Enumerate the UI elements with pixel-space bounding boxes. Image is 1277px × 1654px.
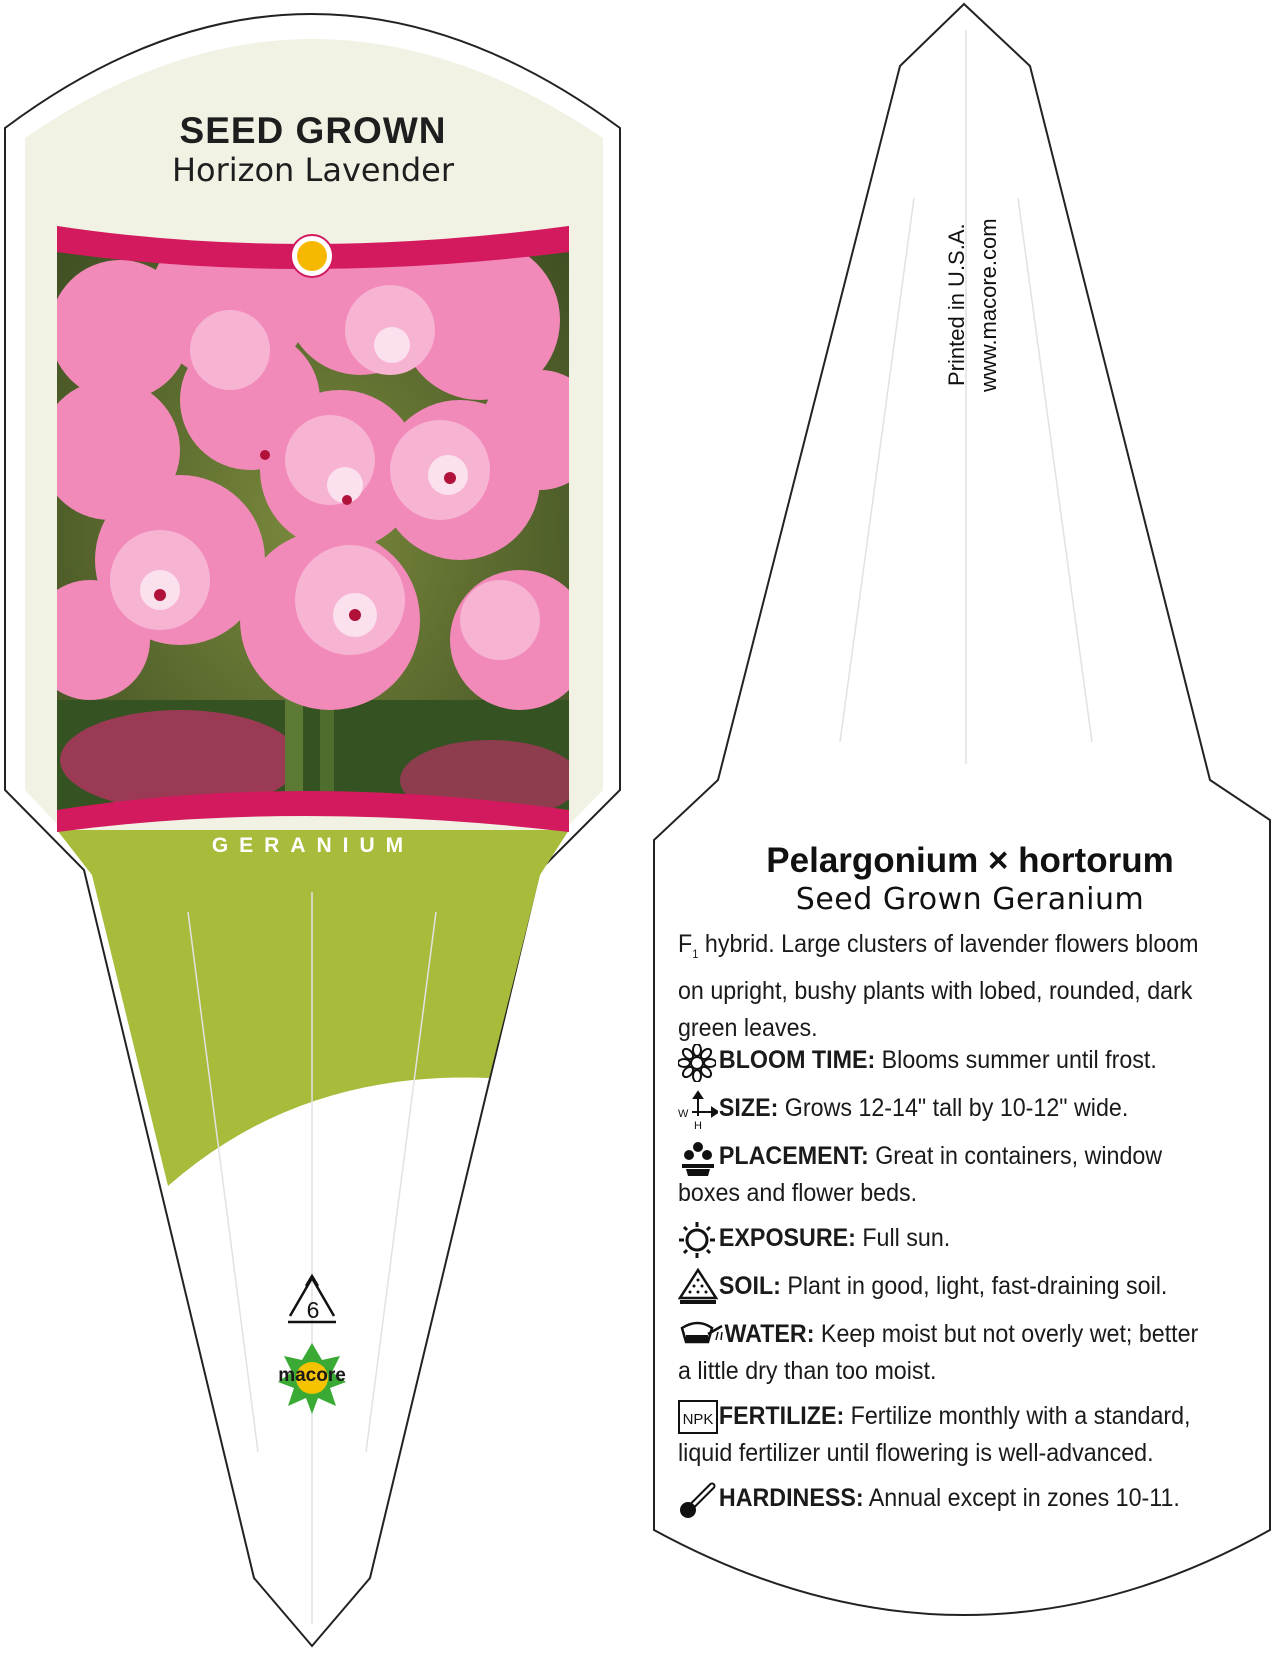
- common-name: Seed Grown Geranium: [795, 882, 1145, 917]
- npk-icon: [678, 1400, 718, 1434]
- care-label: SIZE:: [718, 1094, 779, 1122]
- front-title: SEED GROWN: [179, 110, 447, 151]
- care-size: [678, 1090, 1199, 1127]
- flower-photo: [30, 220, 600, 840]
- printed-in-usa: Printed in U.S.A.: [944, 223, 969, 386]
- description: [678, 926, 1199, 1047]
- care-water: [678, 1316, 1199, 1390]
- care-label: FERTILIZE:: [718, 1402, 845, 1430]
- size-w-label: W: [678, 1108, 689, 1120]
- care-soil: [678, 1268, 1199, 1305]
- care-label: WATER:: [724, 1320, 815, 1348]
- care-text: Great in containers, window boxes and flower beds.: [678, 1142, 1163, 1207]
- care-fertilize: [678, 1398, 1199, 1472]
- care-label: SOIL:: [718, 1272, 781, 1300]
- recycle-code: 6: [306, 1297, 320, 1323]
- care-hardiness: [678, 1480, 1199, 1517]
- care-placement: [678, 1138, 1199, 1212]
- website: www.macore.com: [976, 218, 1001, 392]
- care-text: Keep moist but not overly wet; better a little dry than too moist.: [678, 1320, 1199, 1385]
- f1-sub: 1: [692, 947, 699, 961]
- care-text: Annual except in zones 10-11.: [863, 1484, 1180, 1512]
- care-text: Blooms summer until frost.: [875, 1046, 1157, 1074]
- care-text: Grows 12-14" tall by 10-12" wide.: [778, 1094, 1129, 1122]
- thermometer-icon: [678, 1480, 718, 1520]
- watering-can-icon: [678, 1316, 724, 1354]
- full-sun-dot-icon: [291, 235, 333, 277]
- sun-icon: [678, 1221, 716, 1259]
- care-bloom-time: [678, 1042, 1199, 1079]
- logo-text: macore: [278, 1365, 346, 1386]
- soil-icon: [678, 1268, 718, 1306]
- f1-prefix: F: [678, 930, 693, 958]
- care-label: PLACEMENT:: [718, 1142, 869, 1170]
- description-text: hybrid. Large clusters of lavender flowers bloom on upright, bushy plants with lobed, rounded, dark green leaves.: [678, 930, 1199, 1042]
- care-label: EXPOSURE:: [718, 1224, 856, 1252]
- plant-name: GERANIUM: [211, 834, 415, 857]
- size-arrows-icon: [678, 1090, 718, 1130]
- flower-icon: [678, 1044, 716, 1082]
- care-label: HARDINESS:: [718, 1484, 864, 1512]
- care-text: Fertilize monthly with a standard, liquid fertilizer until flowering is well-advanced.: [678, 1402, 1191, 1467]
- size-h-label: H: [694, 1120, 702, 1130]
- npk-label: NPK: [682, 1411, 714, 1428]
- placement-icon: [678, 1138, 718, 1178]
- care-label: BLOOM TIME:: [718, 1046, 876, 1074]
- scientific-name: Pelargonium × hortorum: [766, 841, 1174, 880]
- care-text: Plant in good, light, fast-draining soil.: [780, 1272, 1168, 1300]
- care-text: Full sun.: [855, 1224, 951, 1252]
- care-exposure: [678, 1220, 1199, 1257]
- variety-name: Horizon Lavender: [171, 151, 454, 189]
